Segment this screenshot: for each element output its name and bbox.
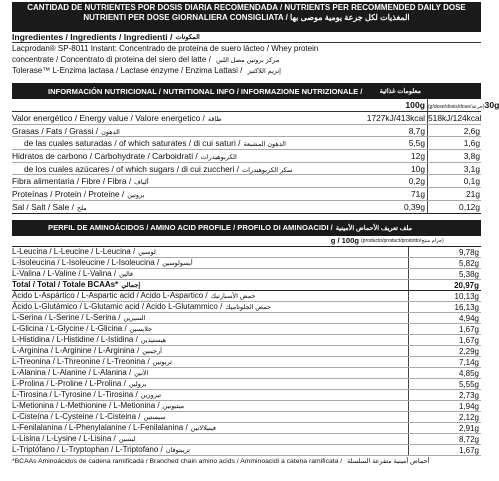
amino-label [12, 445, 408, 454]
amino-row [12, 324, 481, 335]
amino-name-arabic: هيستيدين [140, 337, 167, 344]
amino-row [12, 269, 481, 280]
nutrient-label [12, 151, 353, 161]
amino-name: L-Treonina / L-Threonine / L-Treonina / [12, 357, 150, 366]
nutrient-value-dose: 21g [466, 189, 480, 200]
amino-value: 1,94g [408, 401, 481, 411]
amino-value: 9,78g [408, 247, 481, 257]
nutrient-label [12, 164, 353, 174]
amino-value: 16,13g [408, 302, 481, 312]
ingredient-line-3-text: Tolerase™ L-Enzima lactasa / Lactase enzyme / Enzima Lattasi / [12, 66, 243, 75]
amino-name: L-Isoleucina / L-Isoleucine / L-Isoleucina / [12, 258, 160, 267]
amino-label [12, 247, 408, 256]
nutrient-label [12, 176, 353, 186]
amino-name: L-Tirosina / L-Tyrosine / L-Tirosina / [12, 390, 138, 399]
amino-value: 4,85g [408, 368, 481, 378]
ingredient-line-2 [12, 54, 481, 65]
amino-value: 5,55g [408, 379, 481, 389]
nutrient-name: Grasas / Fats / Grassi / [12, 125, 99, 136]
bcaa-footnote [12, 456, 481, 467]
amino-row [12, 302, 481, 313]
amino-value: 7,14g [408, 357, 481, 367]
amino-row [12, 291, 481, 302]
nutrient-value-100g: 12g [353, 150, 428, 162]
amino-row [12, 412, 481, 423]
nutrient-value-dose: 0,1g [463, 176, 480, 187]
column-dose-amount: 30g [484, 100, 499, 110]
amino-label [12, 423, 408, 432]
nutrition-heading-bar [12, 83, 481, 99]
amino-name: L-Metionina / L-Methionine / L-Metionina / [12, 401, 160, 410]
amino-name: L-Glicina / L-Glycine / L-Glicina / [12, 324, 127, 333]
amino-row [12, 258, 481, 269]
amino-name-arabic: ميثيونين [162, 403, 185, 410]
amino-value: 8,72g [408, 434, 481, 444]
amino-heading-arabic: ملف تعريف الأحماض الأمينية [335, 224, 413, 232]
dose-header-line1: CANTIDAD DE NUTRIENTES POR DOSIS DIARIA RECOMENDADA / NUTRIENTS PER RECOMMENDED DAILY DOSE [27, 3, 466, 12]
amino-row [12, 379, 481, 390]
amino-label [12, 280, 408, 289]
nutrient-label [12, 138, 353, 148]
ingredients-title [12, 32, 481, 43]
amino-row [12, 357, 481, 368]
amino-name-arabic: تيروزين [140, 392, 162, 399]
amino-unit: g / 100g [330, 236, 359, 245]
amino-value: 2,73g [408, 390, 481, 400]
amino-name-arabic: فينيلالانين [190, 425, 216, 432]
nutrient-value-dose: 3,1g [463, 163, 480, 174]
ingredients-title-arabic: المكونات [175, 34, 200, 41]
amino-name-arabic: إجمالي [121, 282, 141, 289]
amino-name: Ácido L-Aspártico / L-Aspartic acid / Acido L-Aspartico / [12, 291, 208, 300]
nutrition-row [12, 201, 481, 214]
amino-row [12, 247, 481, 258]
nutrition-row [12, 125, 481, 138]
bcaa-total-row [12, 280, 481, 291]
nutrition-row [12, 163, 481, 176]
nutrition-label [12, 2, 499, 467]
ingredient-line-3-arabic: إنزيم اللاكتيز [247, 68, 281, 75]
nutrition-row [12, 188, 481, 201]
nutrient-value-100g: 71g [353, 188, 428, 200]
dose-header-bar [12, 2, 481, 32]
amino-row [12, 445, 481, 456]
nutrient-value-dose: 3,8g [463, 151, 480, 162]
amino-label [12, 258, 408, 267]
amino-value: 10,13g [408, 291, 481, 301]
nutrition-row [12, 175, 481, 188]
nutrient-name: de las cuales saturadas / of which saturates / di cui saturi / [24, 138, 241, 149]
amino-value: 20,97g [408, 280, 481, 290]
amino-name-arabic: لوسين [138, 249, 156, 256]
amino-row [12, 401, 481, 412]
amino-row [12, 335, 481, 346]
nutrient-name-arabic: ألياف [134, 179, 149, 187]
amino-row [12, 390, 481, 401]
amino-name-arabic: تريبتوفان [165, 447, 191, 454]
amino-name-arabic: فالين [119, 271, 134, 278]
amino-value: 2,29g [408, 346, 481, 356]
amino-unit-small: (producto/product/prodotto/جرام منتج) [361, 237, 444, 244]
amino-name: L-Cisteína / L-Cysteine / L-Cisteina / [12, 412, 141, 421]
nutrition-row [12, 137, 481, 150]
amino-name: Total / Total / Totale BCAAs* [12, 280, 119, 289]
amino-value: 5,82g [408, 258, 481, 268]
amino-name-arabic: ثريونين [152, 359, 172, 366]
nutrient-value-100g: 1727kJ/413kcal [353, 112, 428, 124]
amino-label [12, 379, 408, 388]
nutrient-label [12, 126, 353, 136]
ingredient-line-2-text: concentrate / Concentrato di proteina del siero del latte / [12, 55, 211, 64]
nutrient-value-dose: 1,6g [463, 138, 480, 149]
nutrient-label [12, 113, 353, 123]
ingredient-line-1: Lacprodan® SP-8011 Instant: Concentrado de proteína de suero lácteo / Whey protein [12, 44, 319, 53]
amino-label [12, 368, 408, 377]
amino-label [12, 401, 408, 410]
amino-label [12, 291, 408, 300]
amino-name: L-Alanina / L-Alanine / L-Alanina / [12, 368, 132, 377]
nutrient-name-arabic: طاقة [207, 115, 222, 123]
column-100g: 100g [353, 99, 428, 111]
nutrient-name-arabic: ملح [76, 204, 87, 212]
nutrient-value-100g: 5,5g [353, 137, 428, 149]
amino-label [12, 346, 408, 355]
nutrition-column-header [12, 99, 499, 112]
nutrient-value-100g: 0,39g [353, 201, 428, 213]
amino-label [12, 302, 408, 311]
amino-row [12, 368, 481, 379]
nutrient-name-arabic: بروتين [127, 191, 145, 199]
amino-rows [12, 247, 481, 456]
amino-label [12, 269, 408, 278]
amino-name: L-Valina / L-Valine / L-Valina / [12, 269, 117, 278]
amino-unit-row [12, 236, 481, 247]
amino-name-arabic: سيستين [143, 414, 166, 421]
amino-name-arabic: الآنين [134, 370, 149, 377]
amino-name: L-Arginina / L-Arginine / L-Arginina / [12, 346, 140, 355]
amino-name-arabic: حمض الجلوتاميك [225, 304, 272, 311]
ingredient-line-3 [12, 65, 481, 76]
column-dose-small: (g/dose/dosis/dose/جرعة) [428, 104, 485, 110]
nutrient-name-arabic: الكربوهيدرات [200, 153, 237, 161]
nutrient-name: Hidratos de carbono / Carbohydrate / Carboidrati / [12, 150, 198, 161]
amino-name-arabic: آرجينين [142, 348, 162, 355]
nutrient-name: Valor energético / Energy value / Valore energetico / [12, 112, 205, 123]
amino-name: L-Triptófano / L-Tryptophan / L-Triptofano / [12, 445, 163, 454]
amino-name: L-Serina / L-Serine / L-Serina / [12, 313, 121, 322]
amino-heading: PERFIL DE AMINOÁCIDOS / AMINO ACID PROFILE / PROFILO DI AMINOACIDI / [48, 223, 333, 232]
dose-header-line2: NUTRIENTI PER DOSE GIORNALIERA CONSIGLIATA / المغذيات لكل جرعة يومية موصى بها [83, 12, 410, 22]
amino-label [12, 434, 408, 443]
ingredient-line-2-arabic: مركز بروتين مصل اللبن [216, 57, 280, 64]
nutrient-name: Fibra alimentaria / Fibre / Fibra / [12, 176, 132, 187]
amino-label [12, 335, 408, 344]
amino-row [12, 423, 481, 434]
amino-value: 2,91g [408, 423, 481, 433]
amino-value: 5,38g [408, 269, 481, 279]
amino-row [12, 434, 481, 445]
amino-name-arabic: حمض الأسبارتيك [210, 293, 256, 300]
nutrient-name: de los cuales azúcares / of which sugars / di cui zuccheri / [24, 163, 240, 174]
nutrition-heading: INFORMACIÓN NUTRICIONAL / NUTRITIONAL INFO / INFORMAZIONE NUTRIZIONALE / [48, 86, 363, 96]
nutrition-rows [12, 112, 481, 214]
amino-value: 1,67g [408, 324, 481, 334]
nutrient-value-dose: 518kJ/124kcal [428, 113, 482, 123]
amino-label [12, 412, 408, 421]
amino-heading-bar [12, 220, 481, 236]
amino-row [12, 346, 481, 357]
nutrient-name-arabic: الدهون المشبعة [243, 141, 286, 149]
amino-name-arabic: أيسولوسين [162, 260, 193, 267]
amino-name-arabic: ليسين [118, 436, 136, 443]
amino-value: 4,94g [408, 313, 481, 323]
nutrient-name-arabic: سكر الكربوهيدرات [242, 166, 293, 174]
nutrient-name-arabic: الدهون [101, 128, 120, 136]
nutrition-row [12, 112, 481, 125]
bcaa-footnote-arabic: أحماض أمينية متفرعة السلسلة [347, 457, 430, 465]
nutrient-label [12, 202, 353, 212]
amino-name: L-Lisina / L-Lysine / L-Lisina / [12, 434, 116, 443]
amino-label [12, 357, 408, 366]
nutrient-value-dose: 0,12g [459, 201, 480, 212]
amino-row [12, 313, 481, 324]
nutrition-heading-arabic: معلومات غذائية [379, 88, 421, 95]
amino-label [12, 390, 408, 399]
bcaa-footnote-text: *BCAAs Aminoácidos de cadena ramificada / Branched chain amino acids / Amminoacidi a catena ramificata / [12, 457, 343, 465]
amino-name-arabic: السيرين [123, 315, 146, 322]
amino-name: Ácido L-Glutámico / L-Glutamic acid / Acido L-Glutammico / [12, 302, 223, 311]
amino-name: L-Fenilalanina / L-Phenylalanine / L-Fenilalanina / [12, 423, 188, 432]
column-dose [428, 99, 499, 111]
amino-name-arabic: برولين [128, 381, 147, 388]
nutrient-value-100g: 8,7g [353, 125, 428, 137]
ingredients-title-text: Ingredientes / Ingredients / Ingredienti / [12, 32, 173, 42]
amino-value: 1,67g [408, 445, 481, 455]
amino-label [12, 324, 408, 333]
nutrient-label [12, 189, 353, 199]
amino-name: L-Histidina / L-Histidine / L-Istidina / [12, 335, 138, 344]
amino-name: L-Leucina / L-Leucine / L-Leucina / [12, 247, 136, 256]
nutrient-name: Sal / Salt / Sale / [12, 201, 74, 212]
nutrient-value-100g: 0,2g [353, 175, 428, 187]
amino-value: 2,12g [408, 412, 481, 422]
nutrition-row [12, 150, 481, 163]
amino-name-arabic: جلايسين [129, 326, 153, 333]
amino-name: L-Prolina / L-Proline / L-Prolina / [12, 379, 126, 388]
amino-value: 1,67g [408, 335, 481, 345]
amino-label [12, 313, 408, 322]
nutrient-name: Proteínas / Protein / Proteine / [12, 188, 125, 199]
nutrient-value-dose: 2,6g [463, 125, 480, 136]
nutrient-value-100g: 10g [353, 163, 428, 175]
